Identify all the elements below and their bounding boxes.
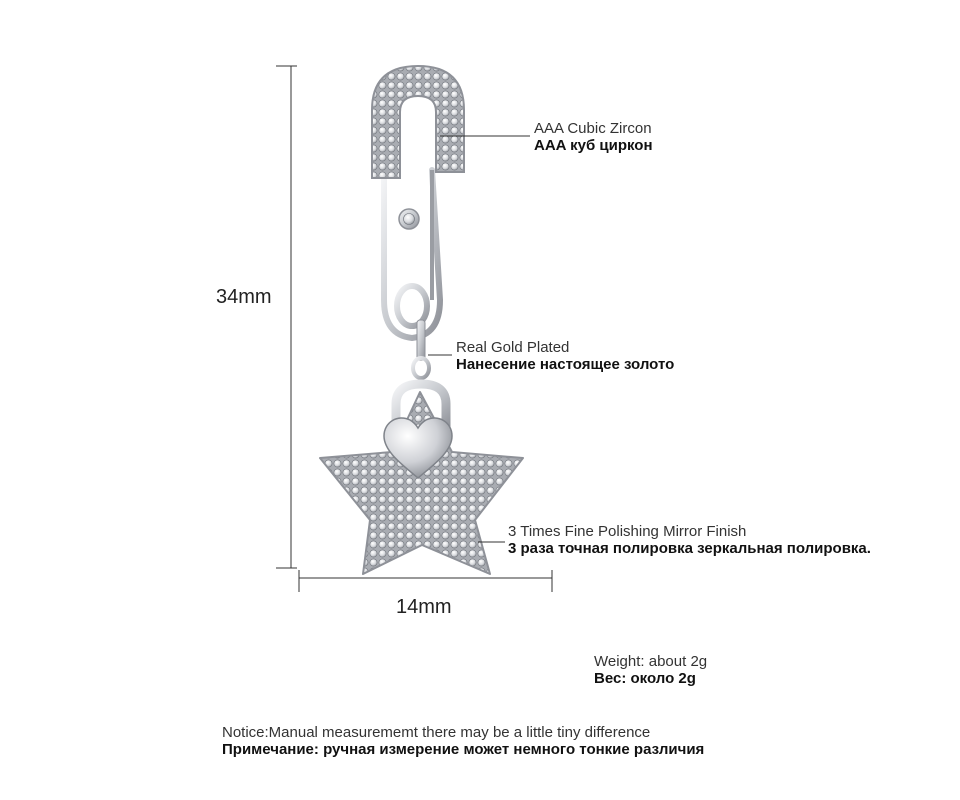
width-label: 14mm xyxy=(396,596,452,618)
height-label: 34mm xyxy=(216,286,272,308)
callout-gold-en: Real Gold Plated xyxy=(456,339,570,356)
notice xyxy=(222,724,704,758)
safety-pin xyxy=(372,66,464,338)
callout-polish xyxy=(508,523,871,557)
connector xyxy=(413,320,429,378)
width-dimension-line xyxy=(299,570,552,592)
callout-gold-ru: Нанесение настоящее золото xyxy=(456,356,675,373)
callout-zircon-en: AAA Cubic Zircon xyxy=(534,120,652,137)
callout-gold xyxy=(456,339,674,373)
callout-polish-en: 3 Times Fine Polishing Mirror Finish xyxy=(508,523,747,540)
notice-ru: Примечание: ручная измерение может немного тонкие различия xyxy=(222,741,705,758)
callout-zircon-ru: AAA куб циркон xyxy=(534,137,653,154)
callout-zircon xyxy=(534,120,653,154)
weight-info xyxy=(594,653,707,687)
notice-en: Notice:Manual measurememt there may be a little tiny difference xyxy=(222,724,651,741)
star-pendant xyxy=(320,392,523,574)
weight-ru: Вес: около 2g xyxy=(594,670,696,687)
weight-en: Weight: about 2g xyxy=(594,653,708,670)
callout-polish-ru: 3 раза точная полировка зеркальная полировка. xyxy=(508,540,871,557)
height-dimension-line xyxy=(276,66,297,568)
